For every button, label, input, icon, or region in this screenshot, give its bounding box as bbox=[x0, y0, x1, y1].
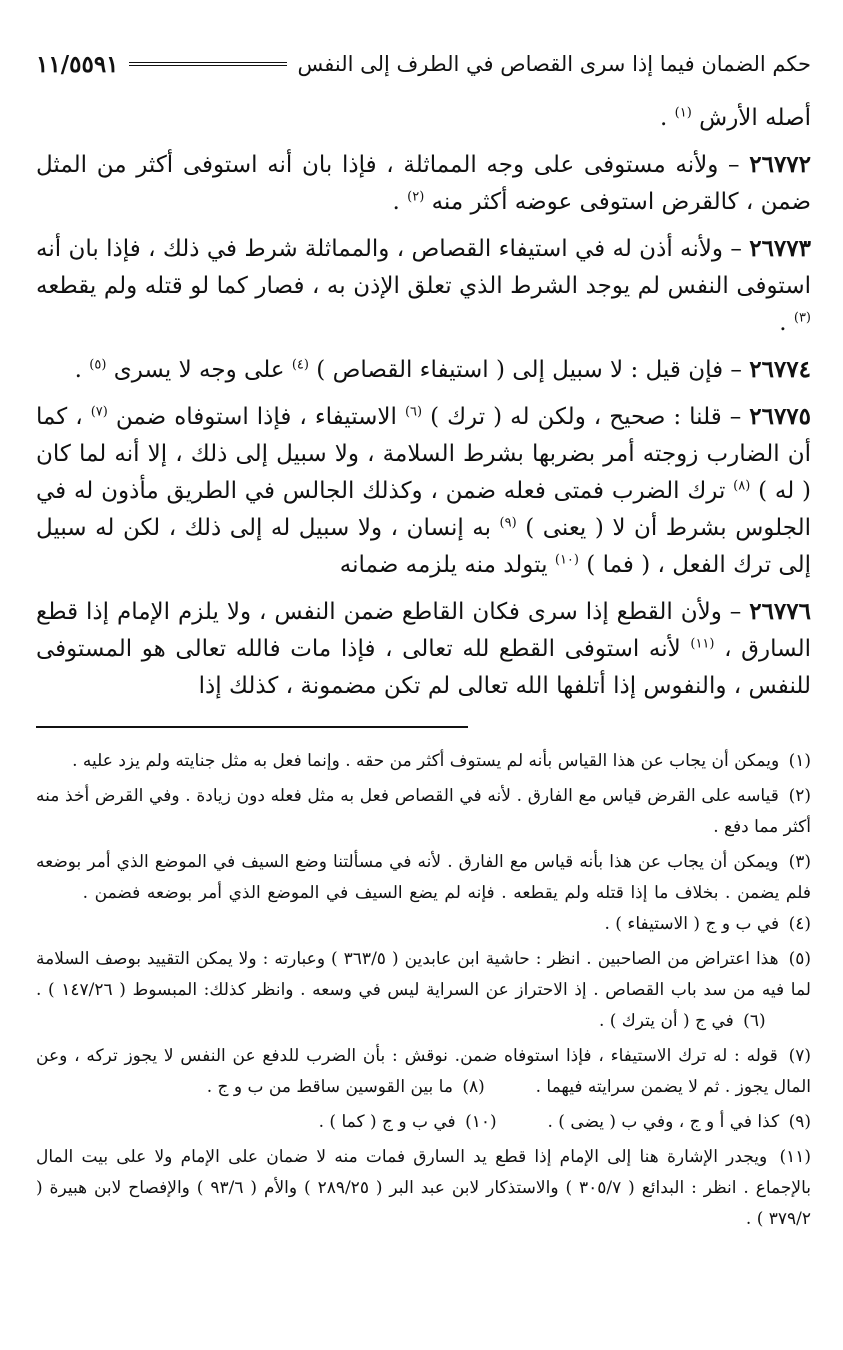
footnote-ref[interactable]: (٩) bbox=[499, 515, 517, 531]
paragraph-text: – ولأنه أذن له في استيفاء القصاص ، والمماثلة شرط في ذلك ، فإذا بان أنه استوفى النفس لم يوجد الشرط الذي تعلق الإذن به ، فصار كما لو قتله ولم يقطعه bbox=[36, 236, 811, 299]
footnote-ref[interactable]: (٧) bbox=[90, 404, 108, 420]
footnote-text: في ج ( أن يترك ) . bbox=[598, 1011, 734, 1031]
footnote bbox=[36, 1107, 811, 1138]
chapter-title: حكم الضمان فيما إذا سرى القصاص في الطرف إلى النفس bbox=[297, 52, 811, 76]
paragraph-text: ترك الضرب فمتى فعله ضمن ، وكذلك الجالس في الطريق مأذون له في الجلوس بشرط أن لا ( يعنى ) bbox=[36, 478, 812, 541]
header-rule bbox=[129, 62, 288, 66]
footnote-text: في ب و ج ( كما ) . bbox=[318, 1112, 456, 1132]
footnote-number: (٢) bbox=[788, 786, 812, 806]
footnote-ref[interactable]: (٨) bbox=[733, 478, 751, 494]
paragraph-text: أصله الأرش bbox=[699, 105, 811, 131]
footnote-number: (٩) bbox=[788, 1112, 811, 1132]
paragraph-text: – ولأنه مستوفى على وجه المماثلة ، فإذا بان أنه استوفى أكثر من المثل ضمن ، كالقرض استوفى عوضه أكثر منه bbox=[36, 152, 811, 215]
footnote-text: هذا اعتراض من الصاحبين . انظر : حاشية ابن عابدين ( ٣٦٣/٥ ) وعبارته : ولا يمكن التقييد بوصف السلامة لما فيه من سد باب القصاص . إذ الاحتراز عن السراية ليس في وسعه . وانظر كذلك: المبسوط ( ١٤٧/٢٦ ) . bbox=[36, 949, 811, 1000]
footnote-text: ويمكن أن يجاب عن هذا القياس بأنه لم يستوف أكثر من حقه . وإنما فعل به مثل جنايته ولم يزد عليه . bbox=[72, 751, 780, 771]
paragraph-text: . bbox=[779, 310, 787, 336]
footnote-ref[interactable]: (٢) bbox=[407, 189, 425, 205]
footnote bbox=[36, 746, 811, 777]
footnote-number: (٥) bbox=[788, 949, 811, 969]
footnote-number: (٤) bbox=[788, 914, 811, 934]
footnotes bbox=[36, 746, 811, 1239]
footnote-number: (٧) bbox=[788, 1046, 811, 1066]
paragraph-number: ٢٦٧٧٣ bbox=[749, 235, 811, 262]
paragraph-text: . bbox=[660, 105, 668, 131]
page-reference: ١١/٥٥٩١ bbox=[36, 50, 119, 78]
footnote-text: قياسه على القرض قياس مع الفارق . لأنه في القصاص فعل به مثل فعله دون زيادة . وفي القرض أخذ منه أكثر مما دفع . bbox=[36, 786, 811, 837]
paragraph bbox=[36, 351, 811, 389]
footnote-ref[interactable]: (٣) bbox=[793, 310, 811, 326]
footnote bbox=[36, 781, 811, 843]
footnote-number: (٦) bbox=[743, 1011, 766, 1031]
footnote bbox=[36, 1142, 811, 1235]
paragraph bbox=[36, 146, 811, 221]
paragraph-number: ٢٦٧٧٦ bbox=[749, 598, 811, 625]
paragraph-text: – قلنا : صحيح ، ولكن له ( ترك ) bbox=[430, 404, 742, 430]
paragraph-text: . bbox=[74, 357, 82, 383]
footnote bbox=[36, 847, 811, 940]
footnote bbox=[36, 944, 811, 1037]
footnote-ref[interactable]: (٤) bbox=[291, 357, 309, 373]
footnote-ref[interactable]: (١١) bbox=[690, 636, 715, 652]
footnote-text: ويجدر الإشارة هنا إلى الإمام إذا قطع يد السارق فمات منه لا ضمان على الإمام ولا على بيت المال بالإجماع . انظر : البدائع ( ٣٠٥/٧ ) والاستذكار لابن عبد البر ( ٢٨٩/٢٥ ) والأم ( ٩٣/٦ ) والإفصاح لابن هبيرة ( ٣٧٩/٢ ) . bbox=[36, 1147, 811, 1229]
paragraph bbox=[36, 398, 811, 584]
paragraph-text: يتولد منه يلزمه ضمانه bbox=[339, 552, 548, 578]
paragraph bbox=[36, 230, 811, 342]
footnote-separator bbox=[36, 726, 468, 728]
paragraph-number: ٢٦٧٧٢ bbox=[749, 151, 812, 178]
footnote-text: كذا في أ و ج ، وفي ب ( يضى ) . bbox=[547, 1112, 780, 1132]
footnote-ref[interactable]: (١) bbox=[674, 105, 692, 121]
footnote-ref[interactable]: (٦) bbox=[404, 404, 423, 420]
paragraph-number: ٢٦٧٧٤ bbox=[749, 356, 811, 383]
footnote-ref[interactable]: (٥) bbox=[89, 357, 107, 373]
paragraph-text: – ولأن القطع إذا سرى فكان القاطع ضمن النفس ، ولا يلزم الإمام إذا قطع السارق ، bbox=[36, 599, 811, 662]
footnote-number: (١١) bbox=[779, 1147, 812, 1167]
footnote-ref[interactable]: (١٠) bbox=[554, 552, 579, 568]
footnote-text: قوله : له ترك الاستيفاء ، فإذا استوفاه ضمن. نوقش : بأن الضرب للدفع عن النفس لا يجوز تركه ، وعن المال يجوز . ثم لا يضمن سرايته فيهما . bbox=[36, 1046, 811, 1097]
footnote-number: (٣) bbox=[788, 852, 811, 872]
footnote-number: (٨) bbox=[462, 1077, 485, 1097]
paragraph bbox=[36, 100, 811, 137]
footnote-text: ما بين القوسين ساقط من ب و ج . bbox=[206, 1077, 453, 1097]
paragraph-text: به إنسان ، ولا سبيل له إلى ذلك ، لكن له سبيل إلى ترك الفعل ، ( فما ) bbox=[36, 515, 811, 578]
paragraph-text: ، كما أن الضارب زوجته أمر بضربها بشرط السلامة ، ولا سبيل إلى ذلك ، إلا أنه لما كان ( له ) bbox=[36, 404, 811, 504]
paragraph-text: . bbox=[392, 189, 400, 215]
paragraph bbox=[36, 593, 811, 705]
footnote-number: (١) bbox=[788, 751, 811, 771]
footnote bbox=[36, 1041, 811, 1103]
paragraph-text: لأنه استوفى القطع لله تعالى ، فإذا مات فالله تعالى هو المستوفى للنفس ، والنفوس إذا أتلفها الله تعالى لم تكن مضمونة ، كذلك إذا bbox=[36, 636, 811, 699]
footnote-text: في ب و ج ( الاستيفاء ) . bbox=[604, 914, 780, 934]
running-header bbox=[36, 44, 811, 84]
footnote-text: ويمكن أن يجاب عن هذا بأنه قياس مع الفارق . لأنه في مسألتنا وضع السيف في الموضع الذي أمر بوضعه فلم يضمن . بخلاف ما إذا قتله ولم يقطعه . فإنه لم يضع السيف في الموضع الذي أمر بوضعه فضمن . bbox=[36, 852, 811, 903]
paragraph-number: ٢٦٧٧٥ bbox=[749, 403, 812, 430]
footnote-number: (١٠) bbox=[465, 1112, 497, 1132]
main-text bbox=[36, 100, 811, 714]
paragraph-text: الاستيفاء ، فإذا استوفاه ضمن bbox=[115, 404, 397, 430]
paragraph-text: – فإن قيل : لا سبيل إلى ( استيفاء القصاص ) bbox=[316, 357, 742, 383]
paragraph-text: على وجه لا يسرى bbox=[113, 357, 285, 383]
